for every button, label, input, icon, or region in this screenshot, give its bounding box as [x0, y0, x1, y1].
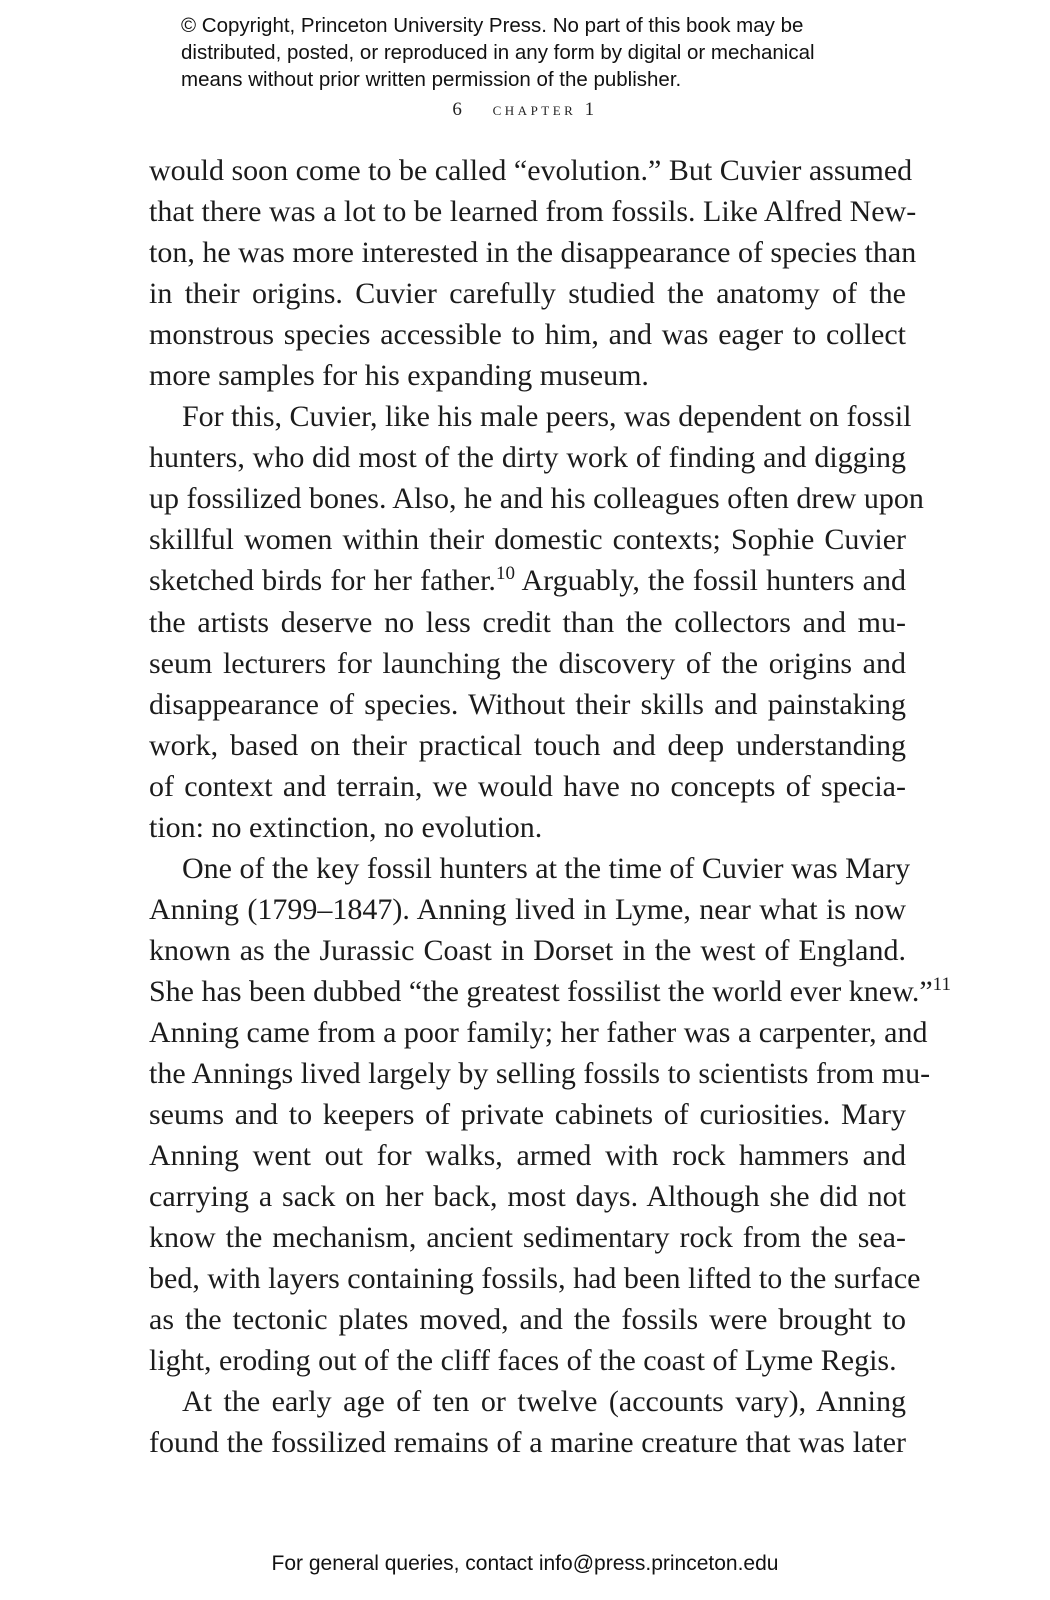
text-line: skillful women within their domestic contexts; Sophie Cuvier — [149, 523, 906, 557]
text-line: work, based on their practical touch and deep understanding — [149, 728, 906, 762]
page-number: 6 — [452, 99, 462, 120]
text-line: seums and to keepers of private cabinets of curiosities. Mary — [149, 1098, 906, 1132]
text-line: ton, he was more interested in the disappearance of species than — [149, 236, 917, 270]
text-line: Anning went out for walks, armed with rock hammers and — [149, 1139, 906, 1173]
text-line: found the fossilized remains of a marine creature that was later — [149, 1426, 906, 1460]
footer-contact: For general queries, contact info@press.princeton.edu — [271, 1552, 779, 1575]
line-segment: sketched birds for her father. — [149, 564, 496, 598]
text-line: One of the key fossil hunters at the time of Cuvier was Mary — [182, 851, 911, 885]
footnote-marker-11: 11 — [932, 973, 951, 995]
text-line: of context and terrain, we would have no concepts of specia- — [149, 769, 906, 803]
text-line: in their origins. Cuvier carefully studied the anatomy of the — [149, 277, 906, 311]
text-line: more samples for his expanding museum. — [149, 359, 649, 393]
text-line: bed, with layers containing fossils, had been lifted to the surface — [149, 1262, 921, 1296]
text-line: know the mechanism, ancient sedimentary rock from the sea- — [149, 1221, 906, 1255]
text-line: seum lecturers for launching the discovery of the origins and — [149, 646, 906, 680]
copyright-notice — [181, 12, 961, 93]
text-line: At the early age of ten or twelve (accounts vary), Anning — [182, 1385, 906, 1419]
copyright-line: distributed, posted, or reproduced in any form by digital or mechanical — [181, 41, 815, 64]
line-segment: She has been dubbed “the greatest fossilist the world ever knew.” — [149, 974, 933, 1008]
text-line: light, eroding out of the cliff faces of the coast of Lyme Regis. — [149, 1344, 897, 1378]
text-line: Anning (1799–1847). Anning lived in Lyme, near what is now — [149, 892, 906, 926]
copyright-line: © Copyright, Princeton University Press. No part of this book may be — [181, 14, 804, 37]
copyright-line: means without prior written permission of the publisher. — [181, 68, 682, 91]
chapter-label: chapter 1 — [492, 99, 598, 120]
text-line: monstrous species accessible to him, and was eager to collect — [149, 318, 906, 352]
text-line-with-footnote — [149, 971, 951, 1012]
text-line: the artists deserve no less credit than the collectors and mu- — [149, 605, 906, 639]
text-line: carrying a sack on her back, most days. Although she did not — [149, 1180, 906, 1214]
text-line: the Annings lived largely by selling fossils to scientists from mu- — [149, 1057, 931, 1091]
body-text — [149, 150, 951, 1464]
running-head — [0, 96, 1050, 124]
text-line: up fossilized bones. Also, he and his colleagues often drew upon — [149, 482, 924, 516]
footnote-marker-10: 10 — [495, 563, 515, 585]
text-line: hunters, who did most of the dirty work of finding and digging — [149, 441, 906, 475]
text-line: known as the Jurassic Coast in Dorset in the west of England. — [149, 933, 906, 967]
text-line: as the tectonic plates moved, and the fossils were brought to — [149, 1303, 906, 1337]
line-segment: Arguably, the fossil hunters and — [514, 564, 906, 598]
text-line: that there was a lot to be learned from fossils. Like Alfred New- — [149, 195, 917, 229]
text-line-with-footnote — [149, 560, 906, 601]
text-line: would soon come to be called “evolution.” But Cuvier assumed — [149, 154, 913, 187]
text-line: tion: no extinction, no evolution. — [149, 810, 543, 844]
text-line: For this, Cuvier, like his male peers, was dependent on fossil — [182, 400, 912, 434]
text-line: disappearance of species. Without their skills and painstaking — [149, 687, 906, 721]
text-line: Anning came from a poor family; her father was a carpenter, and — [149, 1015, 928, 1049]
